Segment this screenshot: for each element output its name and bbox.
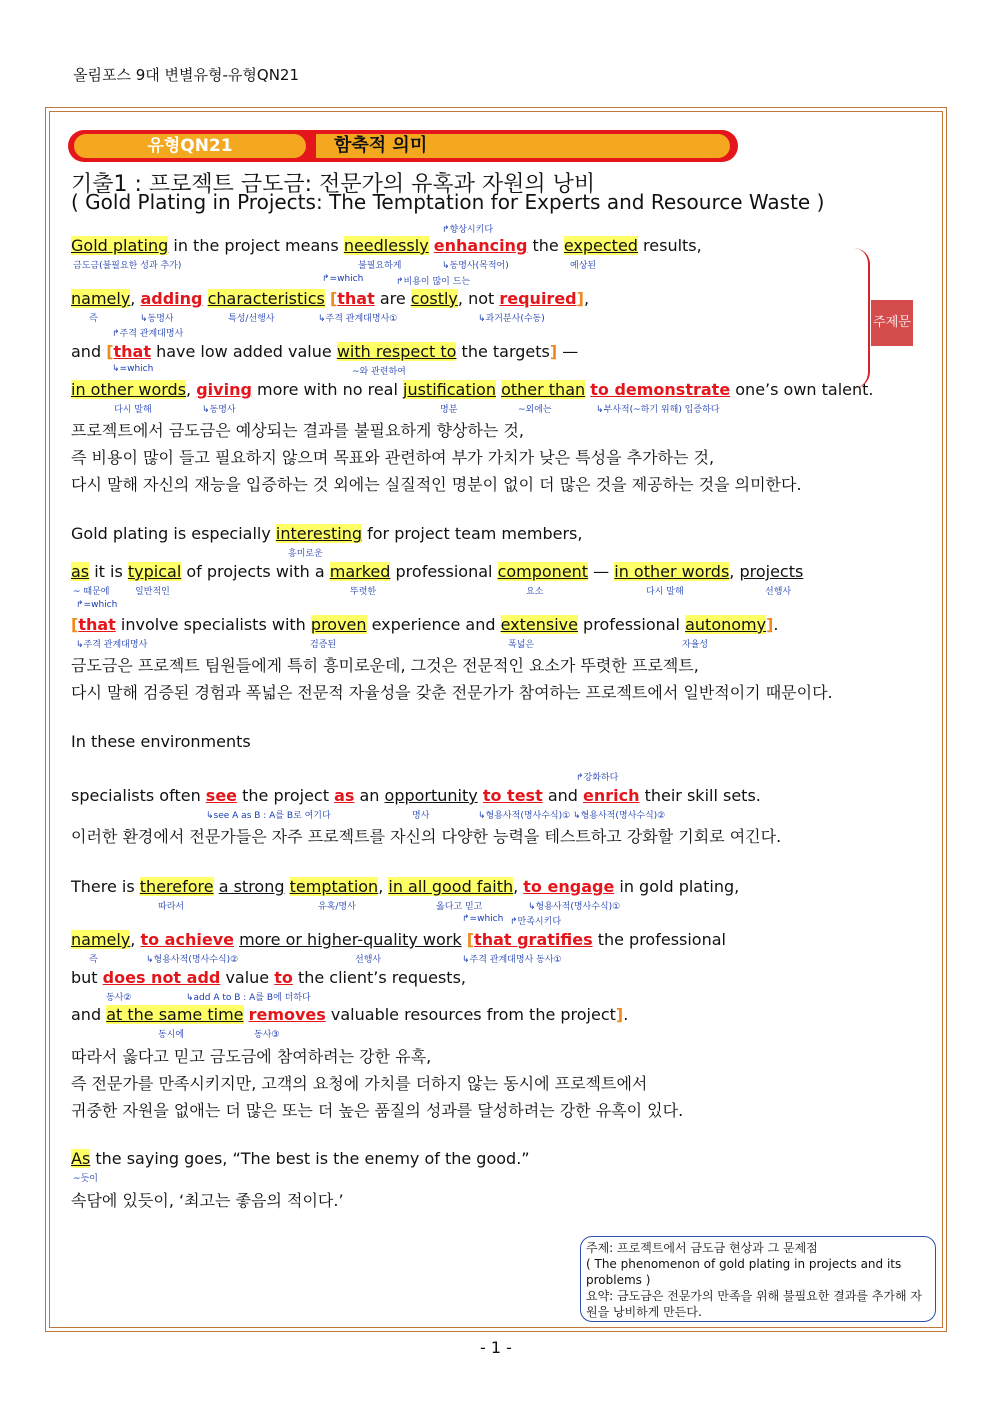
annotation: ↱비용이 많이 드는	[396, 277, 471, 287]
annotation: 불필요하게	[358, 261, 402, 271]
summary-text: 요약: 금도금은 전문가의 만족을 위해 불필요한 결과를 추가해 자원을 낭비하게 만든다.	[586, 1289, 922, 1319]
annotation: 특성/선행사	[228, 314, 275, 324]
annotation: 흥미로운	[288, 549, 323, 559]
annotation: 다시 말해	[646, 587, 684, 597]
annotation: 명사	[412, 811, 430, 821]
korean-translation: 이러한 환경에서 전문가들은 자주 프로젝트를 자신의 다양한 능력을 테스트하고 강화할 기회로 여긴다.	[71, 827, 782, 846]
sentence-line: namely, adding characteristics [that are costly, not required],	[71, 289, 590, 308]
korean-translation: 다시 말해 자신의 재능을 입증하는 것 외에는 실질적인 명분이 없이 더 많은 것을 제공하는 것을 의미한다.	[71, 475, 802, 494]
annotation: ↱=which	[462, 914, 504, 924]
banner-type-label: 유형QN21	[74, 134, 306, 158]
sentence-line: and at the same time removes valuable resources from the project].	[71, 1005, 629, 1024]
annotation: 일반적인	[135, 587, 170, 597]
annotation: ↳동명사	[202, 405, 236, 415]
annotation: 다시 말해	[114, 405, 152, 415]
annotation: 선행사	[765, 587, 792, 597]
sentence-line: as it is typical of projects with a marked professional component — in other words, projects	[71, 562, 804, 581]
sentence-line: Gold plating is especially interesting for project team members,	[71, 524, 583, 543]
annotation: ~ 때문에	[73, 587, 110, 597]
summary-box	[580, 1236, 936, 1322]
annotation: 따라서	[158, 902, 185, 912]
annotation: ↳형용사적(명사수식)②	[146, 955, 239, 965]
annotation: ↳부사적(~하기 위해) 입증하다	[596, 405, 720, 415]
summary-theme-korean: 주제: 프로젝트에서 금도금 현상과 그 문제점	[586, 1241, 818, 1255]
annotation: 요소	[526, 587, 544, 597]
annotation: 금도금(불필요한 성과 추가)	[73, 261, 182, 271]
annotation: 검증된	[310, 640, 337, 650]
korean-translation: 따라서 옳다고 믿고 금도금에 참여하려는 강한 유혹,	[71, 1047, 432, 1066]
title-korean: 기출1 : 프로젝트 금도금: 전문가의 유혹과 자원의 낭비	[71, 172, 596, 197]
annotation: 즉	[89, 955, 98, 965]
annotation: ↳동명사	[140, 314, 174, 324]
annotation: ↳주격 관계대명사①	[318, 314, 398, 324]
korean-translation: 귀중한 자원을 없애는 더 많은 또는 더 높은 품질의 성과를 달성하려는 강한 유혹이 있다.	[71, 1101, 684, 1120]
annotation: ↱주격 관계대명사	[112, 329, 184, 339]
annotation: ↱강화하다	[576, 773, 619, 783]
sentence-line: but does not add value to the client’s requests,	[71, 968, 466, 987]
sentence-line: In these environments	[71, 732, 251, 751]
sentence-line: specialists often see the project as an opportunity to test and enrich their skill sets.	[71, 786, 761, 805]
sentence-line: As the saying goes, “The best is the enemy of the good.”	[71, 1149, 530, 1168]
korean-translation: 즉 비용이 많이 들고 필요하지 않으며 목표와 관련하여 부가 가치가 낮은 특성을 추가하는 것,	[71, 448, 715, 467]
sentence-line: There is therefore a strong temptation, in all good faith, to engage in gold plating,	[71, 877, 740, 896]
sentence-line: Gold plating in the project means needlessly enhancing the expected results,	[71, 236, 702, 255]
title-english: ( Gold Plating in Projects: The Temptation for Experts and Resource Waste )	[71, 190, 825, 214]
annotation: ↳주격 관계대명사 동사①	[462, 955, 562, 965]
annotation: ~와 관련하여	[352, 367, 406, 377]
annotation: 동사②	[106, 993, 132, 1003]
annotation: 동시에	[158, 1030, 185, 1040]
annotation: 자율성	[682, 640, 709, 650]
annotation: 폭넓은	[508, 640, 535, 650]
annotation: ↳형용사적(명사수식)① ↳형용사적(명사수식)②	[478, 811, 666, 821]
korean-translation: 즉 전문가를 만족시키지만, 고객의 요청에 가치를 더하지 않는 동시에 프로젝트에서	[71, 1074, 648, 1093]
annotation: ↱향상시키다	[442, 225, 494, 235]
document-header: 올림포스 9대 변별유형-유형QN21	[73, 66, 299, 84]
theme-brace	[854, 248, 870, 388]
annotation: ~외에는	[518, 405, 552, 415]
annotation: 즉	[89, 314, 98, 324]
theme-tag: 주제문	[871, 300, 913, 346]
korean-translation: 다시 말해 검증된 경험과 폭넓은 전문적 자율성을 갖춘 전문가가 참여하는 프로젝트에서 일반적이기 때문이다.	[71, 683, 833, 702]
annotation: 명분	[440, 405, 458, 415]
annotation: ↳add A to B : A를 B에 더하다	[186, 993, 311, 1003]
korean-translation: 금도금은 프로젝트 팀원들에게 특히 흥미로운데, 그것은 전문적인 요소가 뚜렷한 프로젝트,	[71, 656, 699, 675]
annotation: ~듯이	[73, 1174, 98, 1184]
annotation: ↳see A as B : A를 B로 여기다	[206, 811, 331, 821]
annotation: 동사③	[254, 1030, 280, 1040]
annotation: 선행사	[355, 955, 382, 965]
korean-translation: 프로젝트에서 금도금은 예상되는 결과를 불필요하게 향상하는 것,	[71, 421, 524, 440]
annotation: 옳다고 믿고	[436, 902, 483, 912]
page-number: - 1 -	[480, 1338, 512, 1357]
annotation: 예상된	[570, 261, 597, 271]
annotation: ↳주격 관계대명사	[76, 640, 148, 650]
annotation: ↳형용사적(명사수식)①	[528, 902, 621, 912]
annotation: ↱만족시키다	[510, 917, 562, 927]
annotation: ↱=which	[76, 600, 118, 610]
annotation: 유혹/명사	[318, 902, 356, 912]
banner-topic-label: 함축적 의미	[316, 134, 730, 158]
sentence-line: and [that have low added value with respect to the targets] —	[71, 342, 579, 361]
sentence-line: [that involve specialists with proven experience and extensive professional autonomy].	[71, 615, 779, 634]
annotation: ↳과거분사(수동)	[478, 314, 545, 324]
annotation: ↳동명사(목적어)	[442, 261, 509, 271]
annotation: 뚜렷한	[350, 587, 377, 597]
sentence-line: in other words, giving more with no real justification other than to demonstrate one’s own talent.	[71, 380, 874, 399]
summary-theme-english: ( The phenomenon of gold plating in projects and its problems )	[586, 1257, 902, 1287]
annotation: ↳=which	[112, 364, 154, 374]
korean-translation: 속담에 있듯이, ‘최고는 좋음의 적이다.’	[71, 1191, 344, 1210]
annotation: ↱=which	[322, 274, 364, 284]
sentence-line: namely, to achieve more or higher-quality work [that gratifies the professional	[71, 930, 726, 949]
